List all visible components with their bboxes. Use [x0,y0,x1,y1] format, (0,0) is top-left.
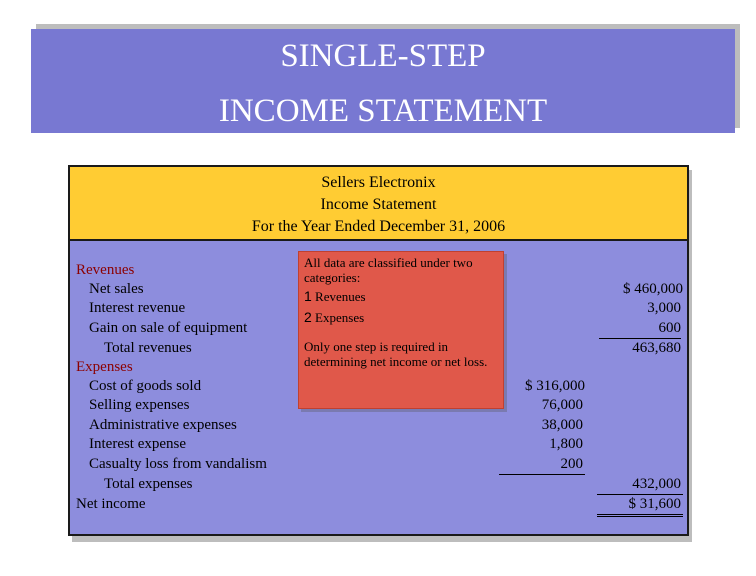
expense-line-amount: 38,000 [541,417,583,433]
expense-line-amount: 76,000 [541,397,583,413]
total-revenues-amount: 463,680 [632,340,681,356]
note-item-number: 1 [304,288,312,304]
title-line-2: INCOME STATEMENT [218,93,548,129]
classification-note [298,251,504,409]
total-expenses-amount: 432,000 [597,475,683,495]
revenue-line-label: Gain on sale of equipment [89,320,248,336]
statement-header [70,167,687,241]
revenues-label: Revenues [76,262,135,278]
note-item-text: Revenues [315,289,366,304]
revenue-line-amount: 3,000 [647,300,681,316]
note-item-text: Expenses [315,310,365,325]
note-outro: Only one step is required in determining net income or net loss. [304,339,488,369]
expense-line-amount: 1,800 [549,436,583,452]
expense-line-label: Casualty loss from vandalism [89,456,267,472]
expense-line-label: Administrative expenses [89,417,237,433]
revenue-line-label: Net sales [89,281,144,297]
expenses-label: Expenses [76,359,133,375]
title-banner [31,29,735,133]
expense-line-label: Interest expense [89,436,187,452]
title-line-1: SINGLE-STEP [280,38,486,74]
total-expenses-label: Total expenses [104,476,193,492]
net-income-amount: $ 31,600 [597,495,683,517]
expense-line-label: Selling expenses [89,397,190,413]
note-item-number: 2 [304,309,312,325]
expense-line-label: Cost of goods sold [89,378,202,394]
revenue-line-label: Interest revenue [89,300,186,316]
revenue-line-amount: 600 [599,319,681,339]
total-revenues-label: Total revenues [104,340,192,356]
statement-name: Income Statement [320,196,437,213]
company-name: Sellers Electronix [321,174,436,191]
statement-period: For the Year Ended December 31, 2006 [251,218,506,235]
expense-line-amount: $ 316,000 [525,378,585,394]
expense-line-amount: 200 [499,455,585,475]
revenue-line-amount: $ 460,000 [623,281,683,297]
note-intro: All data are classified under two categories: [304,255,473,285]
net-income-label: Net income [76,496,146,512]
income-statement [68,165,689,536]
